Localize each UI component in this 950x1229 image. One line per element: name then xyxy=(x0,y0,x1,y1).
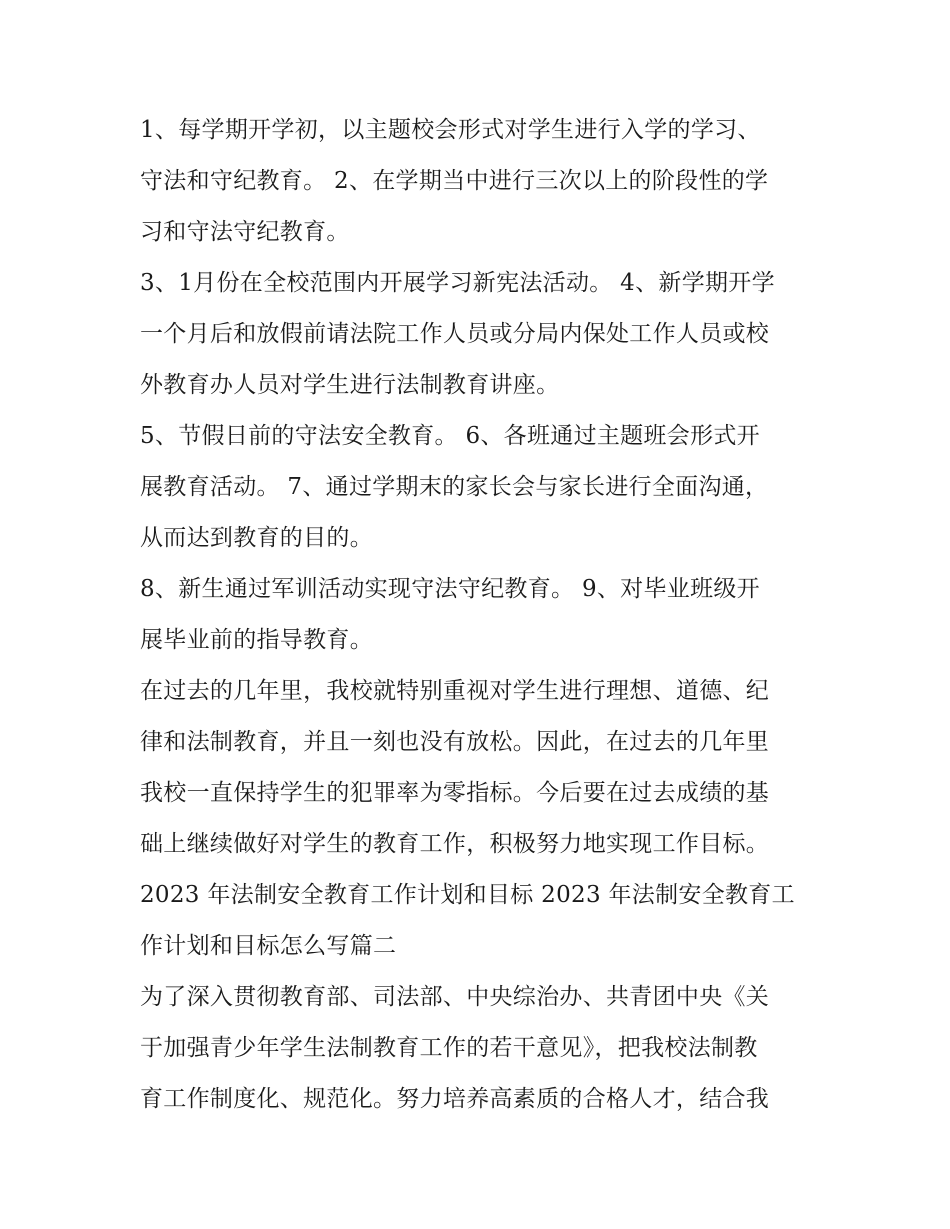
text-line: 为了深入贯彻教育部、司法部、中央综治办、共青团中央《关 xyxy=(140,984,770,1010)
text-line: 在过去的几年里，我校就特别重视对学生进行理想、道德、纪 xyxy=(140,678,770,704)
text-line: 1、每学期开学初，以主题校会形式对学生进行入学的学习、 xyxy=(140,117,761,143)
text-line: 3、1月份在全校范围内开展学习新宪法活动。 4、新学期开学 xyxy=(140,270,775,296)
text-line: 8、新生通过军训活动实现守法守纪教育。 9、对毕业班级开 xyxy=(140,576,760,602)
text-line: 础上继续做好对学生的教育工作，积极努力地实现工作目标。 xyxy=(140,831,770,857)
text-line: 展毕业前的指导教育。 xyxy=(140,627,373,653)
text-line: 5、节假日前的守法安全教育。 6、各班通过主题班会形式开 xyxy=(140,423,760,449)
text-line: 一个月后和放假前请法院工作人员或分局内保处工作人员或校 xyxy=(140,321,770,347)
text-line: 律和法制教育，并且一刻也没有放松。因此，在过去的几年里 xyxy=(140,729,770,755)
text-line: 育工作制度化、规范化。努力培养高素质的合格人才，结合我 xyxy=(140,1086,770,1112)
section-heading-line: 2023 年法制安全教育工作计划和目标 2023 年法制安全教育工 xyxy=(140,882,795,908)
section-heading-line: 作计划和目标怎么写篇二 xyxy=(140,933,397,959)
text-line: 从而达到教育的目的。 xyxy=(140,525,373,551)
document-body xyxy=(140,105,820,1125)
text-line: 于加强青少年学生法制教育工作的若干意见》，把我校法制教 xyxy=(140,1035,758,1061)
text-line: 守法和守纪教育。 2、在学期当中进行三次以上的阶段性的学 xyxy=(140,168,769,194)
text-line: 我校一直保持学生的犯罪率为零指标。今后要在过去成绩的基 xyxy=(140,780,770,806)
text-line: 展教育活动。 7、通过学期末的家长会与家长进行全面沟通， xyxy=(140,474,769,500)
text-line: 习和守法守纪教育。 xyxy=(140,219,350,245)
text-line: 外教育办人员对学生进行法制教育讲座。 xyxy=(140,372,560,398)
